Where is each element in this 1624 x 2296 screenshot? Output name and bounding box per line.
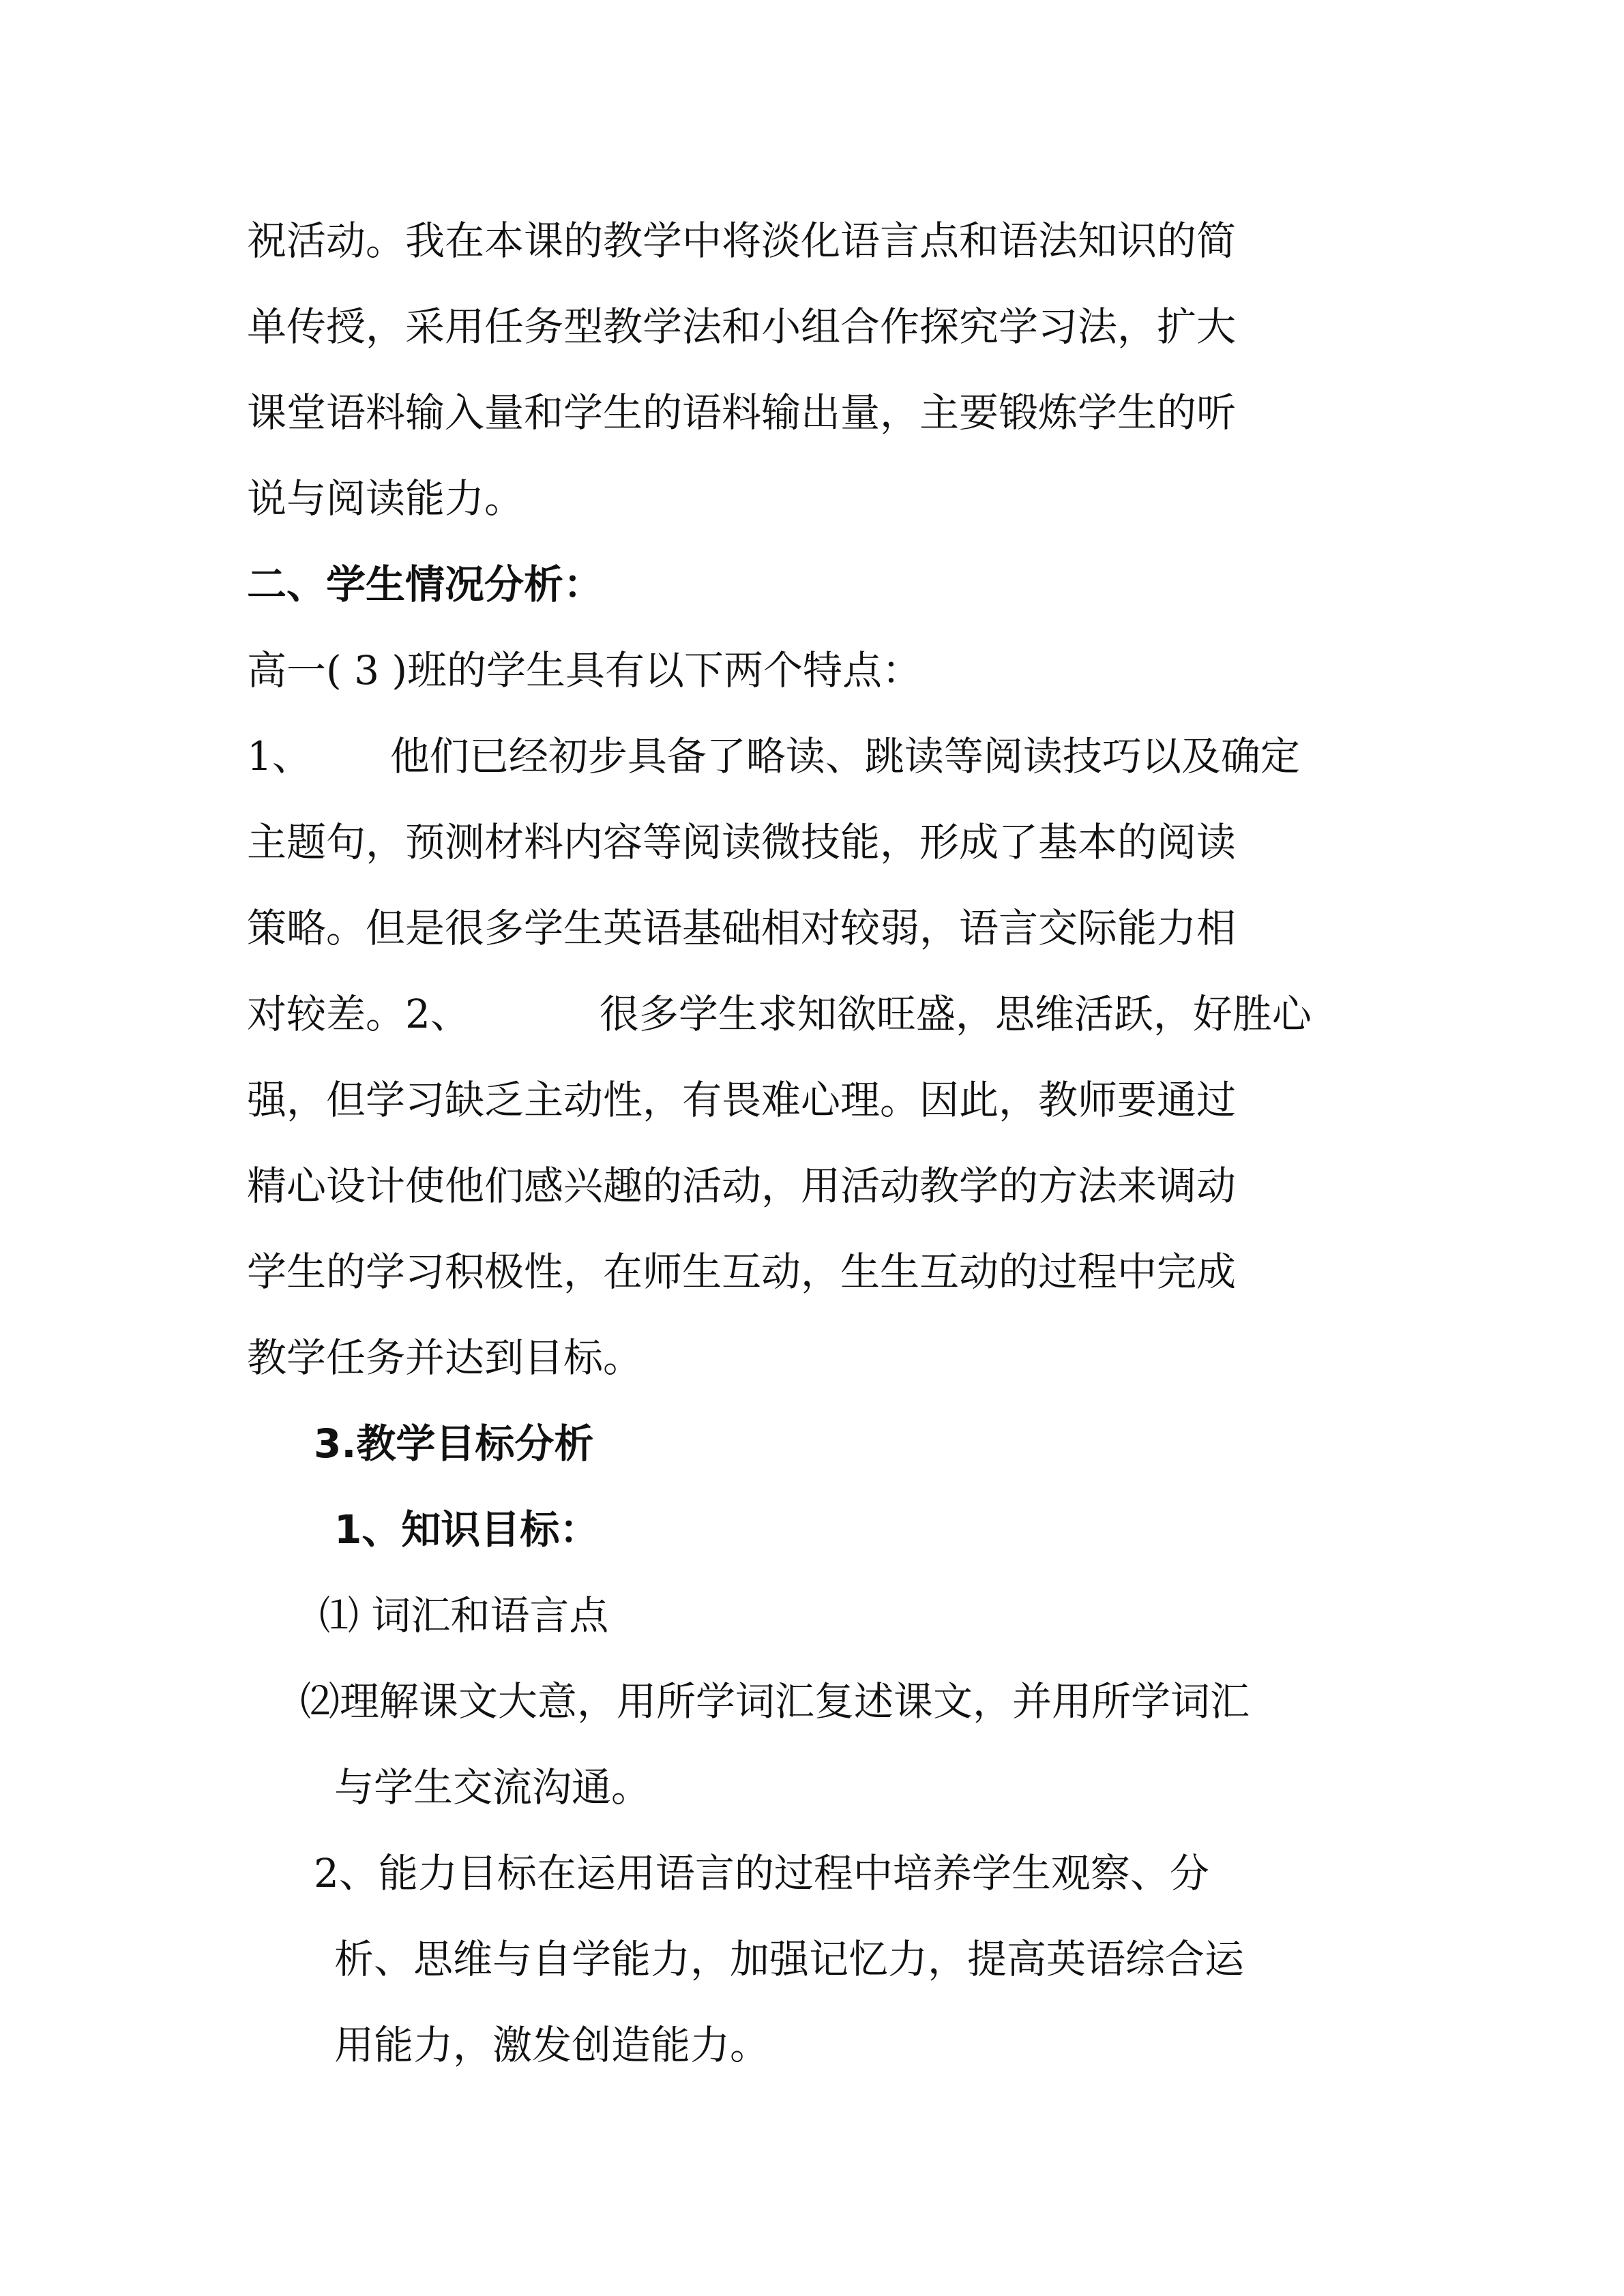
list-item-line: 教学任务并达到目标。 [247,1335,643,1381]
list-item-line [247,987,1312,1041]
ability-line: 2、能力目标在运用语言的过程中培养学生观察、分 [314,1850,1209,1896]
list-item-line: 强，但学习缺乏主动性，有畏难心理。因此，教师要通过 [247,1077,1237,1123]
ability-line: 用能力，激发创造能力。 [334,2022,770,2068]
paragraph-line: 说与阅读能力。 [247,475,525,522]
list-item-line: 策略。但是很多学生英语基础相对较弱，语言交际能力相 [247,905,1237,951]
list-item-line: 精心设计使他们感兴趣的活动，用活动教学的方法来调动 [247,1163,1237,1209]
list-text: 他们已经初步具备了略读、跳读等阅读技巧以及确定 [389,733,1300,779]
knowledge-item: ⑵理解课文大意，用所学词汇复述课文，并用所学词汇 [300,1678,1250,1725]
section-heading: 二、学生情况分析： [247,561,604,608]
list-item-line [247,729,1300,784]
list-item-line: 学生的学习积极性，在师生互动，生生互动的过程中完成 [247,1249,1237,1295]
paragraph-line: 课堂语料输入量和学生的语料输出量，主要锻炼学生的听 [247,389,1237,436]
list-text: 很多学生求知欲旺盛，思维活跃，好胜心 [599,991,1312,1037]
list-item-line: 主题句，预测材料内容等阅读微技能，形成了基本的阅读 [247,819,1237,865]
list-text: 对较差。2、 [247,991,470,1037]
list-number: 1、 [247,733,312,779]
subsection-heading: 1、知识目标： [334,1506,600,1553]
paragraph-line: 单传授，采用任务型教学法和小组合作探究学习法，扩大 [247,303,1237,350]
knowledge-item: 与学生交流沟通。 [334,1764,651,1810]
section-heading: 3.教学目标分析 [314,1420,594,1467]
knowledge-item: ⑴ 词汇和语言点 [319,1592,609,1639]
ability-line: 析、思维与自学能力，加强记忆力，提高英语综合运 [334,1936,1245,1982]
intro-line: 高一( 3 )班的学生具有以下两个特点： [247,647,922,694]
paragraph-line: 祝活动。我在本课的教学中将淡化语言点和语法知识的简 [247,218,1237,264]
